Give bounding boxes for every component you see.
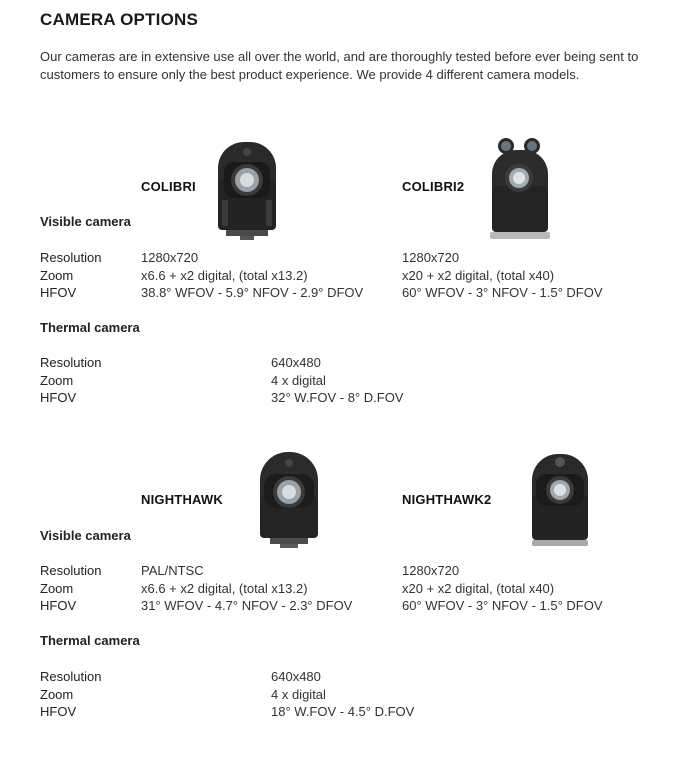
- spec-zoom: 4 x digital: [271, 372, 326, 388]
- colibri-camera-icon: [214, 140, 280, 242]
- section-heading-thermal-camera: Thermal camera: [40, 320, 140, 335]
- colibri2-visible-specs: [402, 249, 603, 302]
- spec-hfov: 18° W.FOV - 4.5° D.FOV: [271, 704, 415, 719]
- spec-zoom: x20 + x2 digital, (total x40): [402, 267, 555, 283]
- spec-resolution: 1280x720: [402, 250, 460, 265]
- spec-zoom: x6.6 + x2 digital, (total x13.2): [141, 580, 308, 596]
- group2-thermal-specs: [271, 668, 414, 721]
- group1-thermal-specs: [271, 354, 403, 407]
- nighthawk-camera-icon: [256, 450, 322, 550]
- model-name-nighthawk2: NIGHTHAWK2: [402, 492, 492, 507]
- model-name-nighthawk: NIGHTHAWK: [141, 492, 223, 507]
- label-zoom: Zoom: [40, 686, 74, 702]
- spec-hfov: 31° WFOV - 4.7° NFOV - 2.3° DFOV: [141, 598, 353, 613]
- spec-resolution: PAL/NTSC: [141, 563, 204, 578]
- label-resolution: Resolution: [40, 669, 102, 684]
- spec-resolution: 1280x720: [402, 563, 460, 578]
- spec-zoom: 4 x digital: [271, 686, 326, 702]
- label-resolution: Resolution: [40, 563, 102, 578]
- visible-spec-labels: [40, 562, 101, 615]
- thermal-spec-labels: [40, 354, 101, 407]
- label-resolution: Resolution: [40, 250, 102, 265]
- spec-hfov: 60° WFOV - 3° NFOV - 1.5° DFOV: [402, 598, 603, 613]
- label-hfov: HFOV: [40, 598, 77, 613]
- section-heading-thermal-camera: Thermal camera: [40, 633, 140, 648]
- colibri2-camera-icon: [488, 136, 552, 242]
- spec-resolution: 1280x720: [141, 250, 199, 265]
- label-hfov: HFOV: [40, 285, 77, 300]
- spec-hfov: 60° WFOV - 3° NFOV - 1.5° DFOV: [402, 285, 603, 300]
- spec-zoom: x6.6 + x2 digital, (total x13.2): [141, 267, 308, 283]
- section-heading-visible-camera: Visible camera: [40, 528, 131, 543]
- model-name-colibri: COLIBRI: [141, 179, 196, 194]
- model-name-colibri2: COLIBRI2: [402, 179, 465, 194]
- nighthawk-visible-specs: [141, 562, 352, 615]
- label-zoom: Zoom: [40, 267, 74, 283]
- thermal-spec-labels: [40, 668, 101, 721]
- spec-resolution: 640x480: [271, 669, 321, 684]
- label-hfov: HFOV: [40, 390, 77, 405]
- label-zoom: Zoom: [40, 580, 74, 596]
- label-hfov: HFOV: [40, 704, 77, 719]
- colibri-visible-specs: [141, 249, 363, 302]
- label-zoom: Zoom: [40, 372, 74, 388]
- spec-hfov: 32° W.FOV - 8° D.FOV: [271, 390, 404, 405]
- visible-spec-labels: [40, 249, 101, 302]
- spec-hfov: 38.8° WFOV - 5.9° NFOV - 2.9° DFOV: [141, 285, 364, 300]
- spec-zoom: x20 + x2 digital, (total x40): [402, 580, 555, 596]
- page-title: CAMERA OPTIONS: [40, 10, 199, 29]
- nighthawk2-visible-specs: [402, 562, 603, 615]
- nighthawk2-camera-icon: [528, 452, 592, 550]
- section-heading-visible-camera: Visible camera: [40, 214, 131, 229]
- intro-paragraph: Our cameras are in extensive use all over the world, and are thoroughly tested before ever being sent to customers to ensure only the best product experience. We provide 4 different camera models.: [40, 49, 639, 82]
- label-resolution: Resolution: [40, 355, 102, 370]
- spec-resolution: 640x480: [271, 355, 321, 370]
